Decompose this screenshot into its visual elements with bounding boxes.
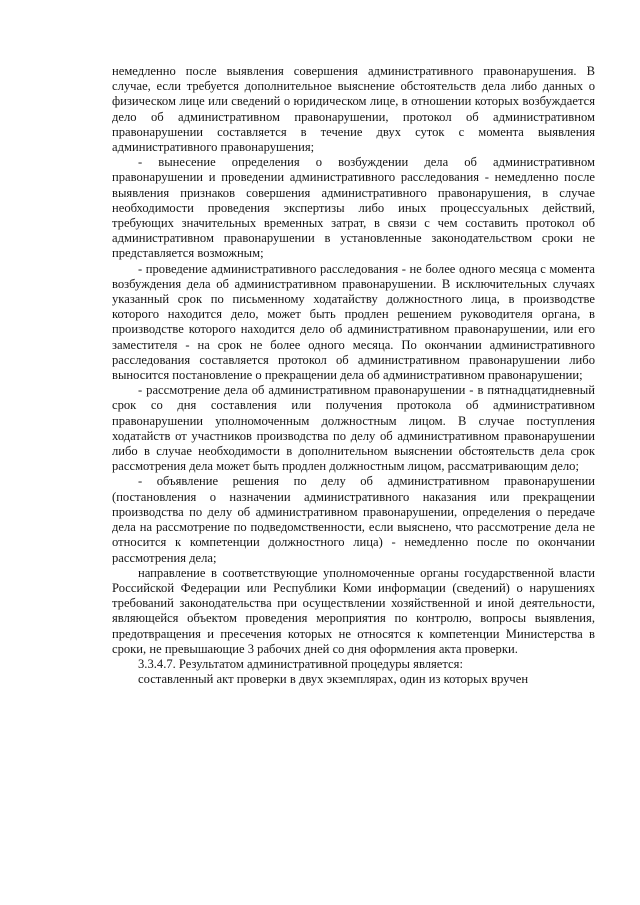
paragraph-information-transfer: направление в соответствующие уполномоченные органы государственной власти Российской Федерации или Республики Коми информации (сведений) о нарушениях требований законодательства при осуществлении хозяйственной и иной деятельности, являющейся объектом проведения мероприятия по контролю, вопросы выявления, предотвращения и пресечения которых не относятся к компетенции Министерства в сроки, не превышающие 3 рабочих дней со дня оформления акта проверки. [112,565,595,656]
paragraph-investigation-order: - вынесение определения о возбуждении дела об административном правонарушении и проведении административного расследования - немедленно после выявления признаков совершения административного правонарушения, в случае необходимости проведения экспертизы либо иных процессуальных действий, требующих значительных временных затрат, в связи с чем составить протокол об административном правонарушении в установленные законодательством сроки не представляется возможным; [112,155,595,261]
paragraph-case-review: - рассмотрение дела об административном правонарушении - в пятнадцатидневный срок со дня составления или получения протокола об административном правонарушении уполномоченным должностным лицом. В случае поступления ходатайств от участников производства по делу об административном правонарушении либо в случае необходимости в дополнительном выяснении обстоятельств дела срок рассмотрения дела может быть продлен должностным лицом, рассматривающим дело; [112,383,595,474]
paragraph-decision-announcement: - объявление решения по делу об административном правонарушении (постановления о назначении административного наказания или прекращении производства по делу об административном правонарушении, определения о передаче дела на рассмотрение по подведомственности, если выяснено, что рассмотрение дела не относится к компетенции должностного лица) - немедленно после по окончании рассмотрения дела; [112,474,595,565]
paragraph-investigation-duration: - проведение административного расследования - не более одного месяца с момента возбуждения дела об административном правонарушении. В исключительных случаях указанный срок по письменному ходатайству должностного лица, в производстве которого находится дело, может быть продлен решением руководителя органа, в производстве которого находится дело об административном правонарушении, или его заместителя - на срок не более одного месяца. По окончании административного расследования составляется протокол об административном правонарушении либо выносится постановление о прекращении дела об административном правонарушении; [112,261,595,383]
document-page [112,64,595,687]
paragraph-procedure-result-heading: 3.3.4.7. Результатом административной процедуры является: [138,656,463,671]
paragraph-inspection-act: составленный акт проверки в двух экземплярах, один из которых вручен [138,672,529,687]
paragraph-protocol-deadline: немедленно после выявления совершения административного правонарушения. В случае, если требуется дополнительное выяснение обстоятельств дела либо данных о физическом лице или сведений о юридическом лице, в отношении которых возбуждается дело об административном правонарушении, протокол об административном правонарушении составляется в течение двух суток с момента выявления административного правонарушения; [112,64,595,155]
